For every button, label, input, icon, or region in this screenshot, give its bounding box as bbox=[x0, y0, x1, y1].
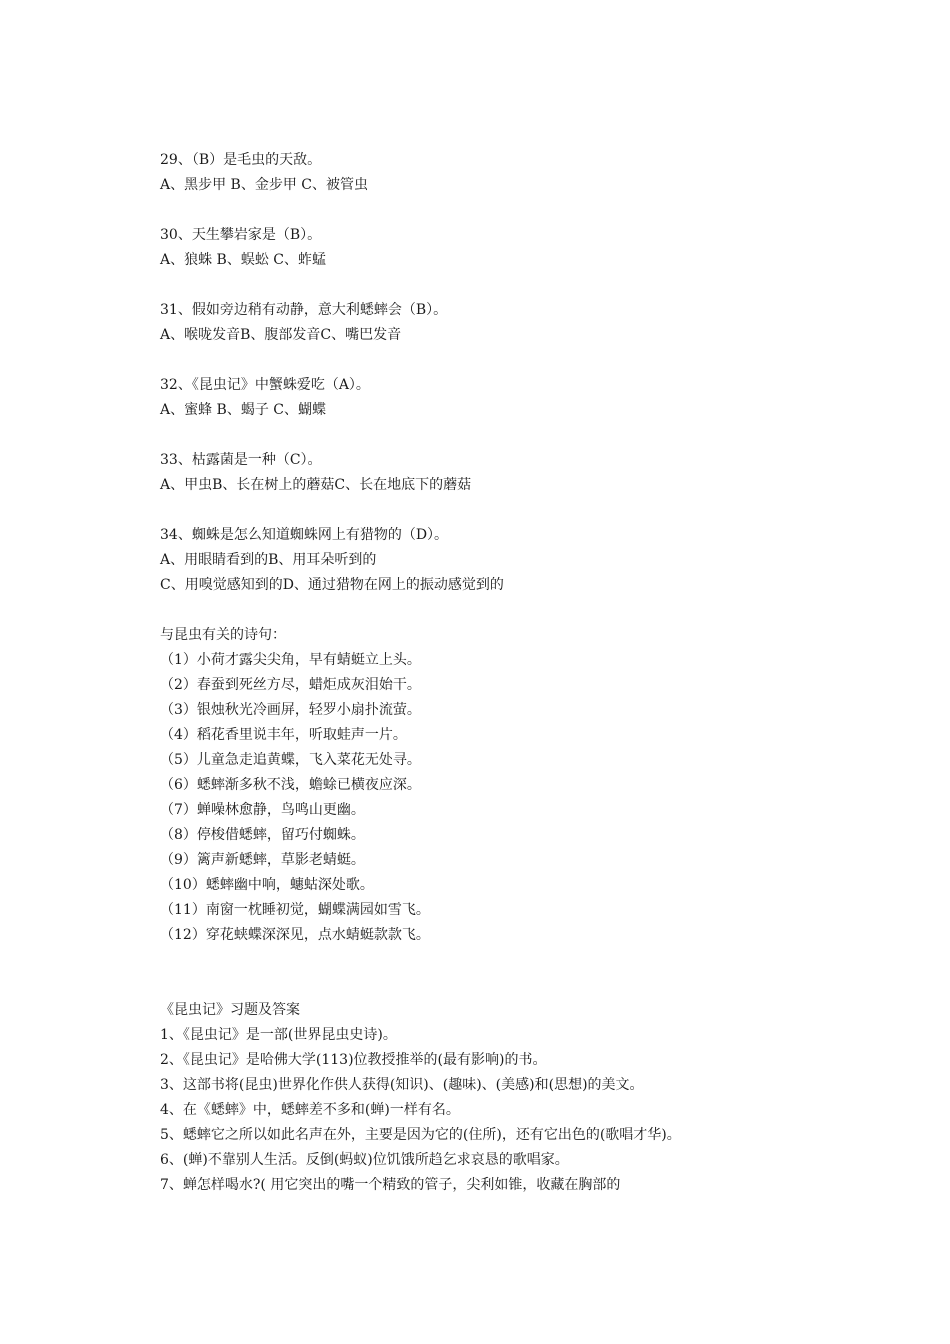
question-options: A、用眼睛看到的B、用耳朵听到的 bbox=[160, 552, 377, 568]
answer-line: 1、《昆虫记》是一部(世界昆虫史诗)。 bbox=[160, 1027, 397, 1043]
question-text: 34、蜘蛛是怎么知道蜘蛛网上有猎物的（D）。 bbox=[160, 527, 449, 543]
poem-line: （1）小荷才露尖尖角，早有蜻蜓立上头。 bbox=[160, 652, 421, 668]
question-31 bbox=[160, 298, 760, 348]
question-options: A、狼蛛 B、蜈蚣 C、蚱蜢 bbox=[160, 252, 327, 268]
answer-line: 7、蝉怎样喝水?( 用它突出的嘴一个精致的管子，尖利如锥，收藏在胸部的 bbox=[160, 1177, 621, 1193]
answer-line: 4、在《蟋蟀》中，蟋蟀差不多和(蝉)一样有名。 bbox=[160, 1102, 460, 1118]
answer-line: 6、(蝉)不靠别人生活。反倒(蚂蚁)位饥饿所趋乞求哀恳的歌唱家。 bbox=[160, 1152, 569, 1168]
question-text: 32、《昆虫记》中蟹蛛爱吃（A）。 bbox=[160, 377, 370, 393]
question-text: 29、（B）是毛虫的天敌。 bbox=[160, 152, 322, 168]
question-29 bbox=[160, 148, 760, 198]
poem-line: （10）蟋蟀幽中响，蟪蛄深处歌。 bbox=[160, 877, 374, 893]
answer-line: 3、这部书将(昆虫)世界化作供人获得(知识)、(趣味)、(美感)和(思想)的美文。 bbox=[160, 1077, 644, 1093]
question-32 bbox=[160, 373, 760, 423]
poem-line: （5）儿童急走追黄蝶，飞入菜花无处寻。 bbox=[160, 752, 421, 768]
poem-line: （8）停梭借蟋蟀，留巧付蜘蛛。 bbox=[160, 827, 365, 843]
poem-line: （2）春蚕到死丝方尽，蜡炬成灰泪始干。 bbox=[160, 677, 421, 693]
question-options: A、甲虫B、长在树上的蘑菇C、长在地底下的蘑菇 bbox=[160, 477, 472, 493]
answer-line: 2、《昆虫记》是哈佛大学(113)位教授推举的(最有影响)的书。 bbox=[160, 1052, 547, 1068]
poem-line: （4）稻花香里说丰年，听取蛙声一片。 bbox=[160, 727, 407, 743]
poems-section bbox=[160, 623, 760, 948]
poem-line: （11）南窗一枕睡初觉，蝴蝶满园如雪飞。 bbox=[160, 902, 430, 918]
poem-line: （7）蝉噪林愈静，鸟鸣山更幽。 bbox=[160, 802, 365, 818]
question-text: 30、天生攀岩家是（B）。 bbox=[160, 227, 322, 243]
question-options: C、用嗅觉感知到的D、通过猎物在网上的振动感觉到的 bbox=[160, 577, 504, 593]
question-options: A、蜜蜂 B、蝎子 C、蝴蝶 bbox=[160, 402, 327, 418]
question-options: A、喉咙发音B、腹部发音C、嘴巴发音 bbox=[160, 327, 402, 343]
question-text: 33、枯露菌是一种（C）。 bbox=[160, 452, 322, 468]
answers-section bbox=[160, 998, 760, 1198]
question-34 bbox=[160, 523, 760, 598]
poem-line: （9）篱声新蟋蟀，草影老蜻蜓。 bbox=[160, 852, 365, 868]
question-30 bbox=[160, 223, 760, 273]
poem-line: （3）银烛秋光冷画屏，轻罗小扇扑流萤。 bbox=[160, 702, 421, 718]
question-options: A、黑步甲 B、金步甲 C、被管虫 bbox=[160, 177, 369, 193]
document-page bbox=[160, 148, 760, 1198]
section-heading: 与昆虫有关的诗句： bbox=[160, 627, 286, 643]
answer-line: 5、蟋蟀它之所以如此名声在外，主要是因为它的(住所)，还有它出色的(歌唱才华)。 bbox=[160, 1127, 681, 1143]
poem-line: （12）穿花蛱蝶深深见，点水蜻蜓款款飞。 bbox=[160, 927, 430, 943]
poem-line: （6）蟋蟀渐多秋不浅，蟾蜍已横夜应深。 bbox=[160, 777, 421, 793]
question-33 bbox=[160, 448, 760, 498]
section-heading: 《昆虫记》习题及答案 bbox=[160, 1002, 300, 1018]
question-text: 31、假如旁边稍有动静，意大利蟋蟀会（B）。 bbox=[160, 302, 448, 318]
